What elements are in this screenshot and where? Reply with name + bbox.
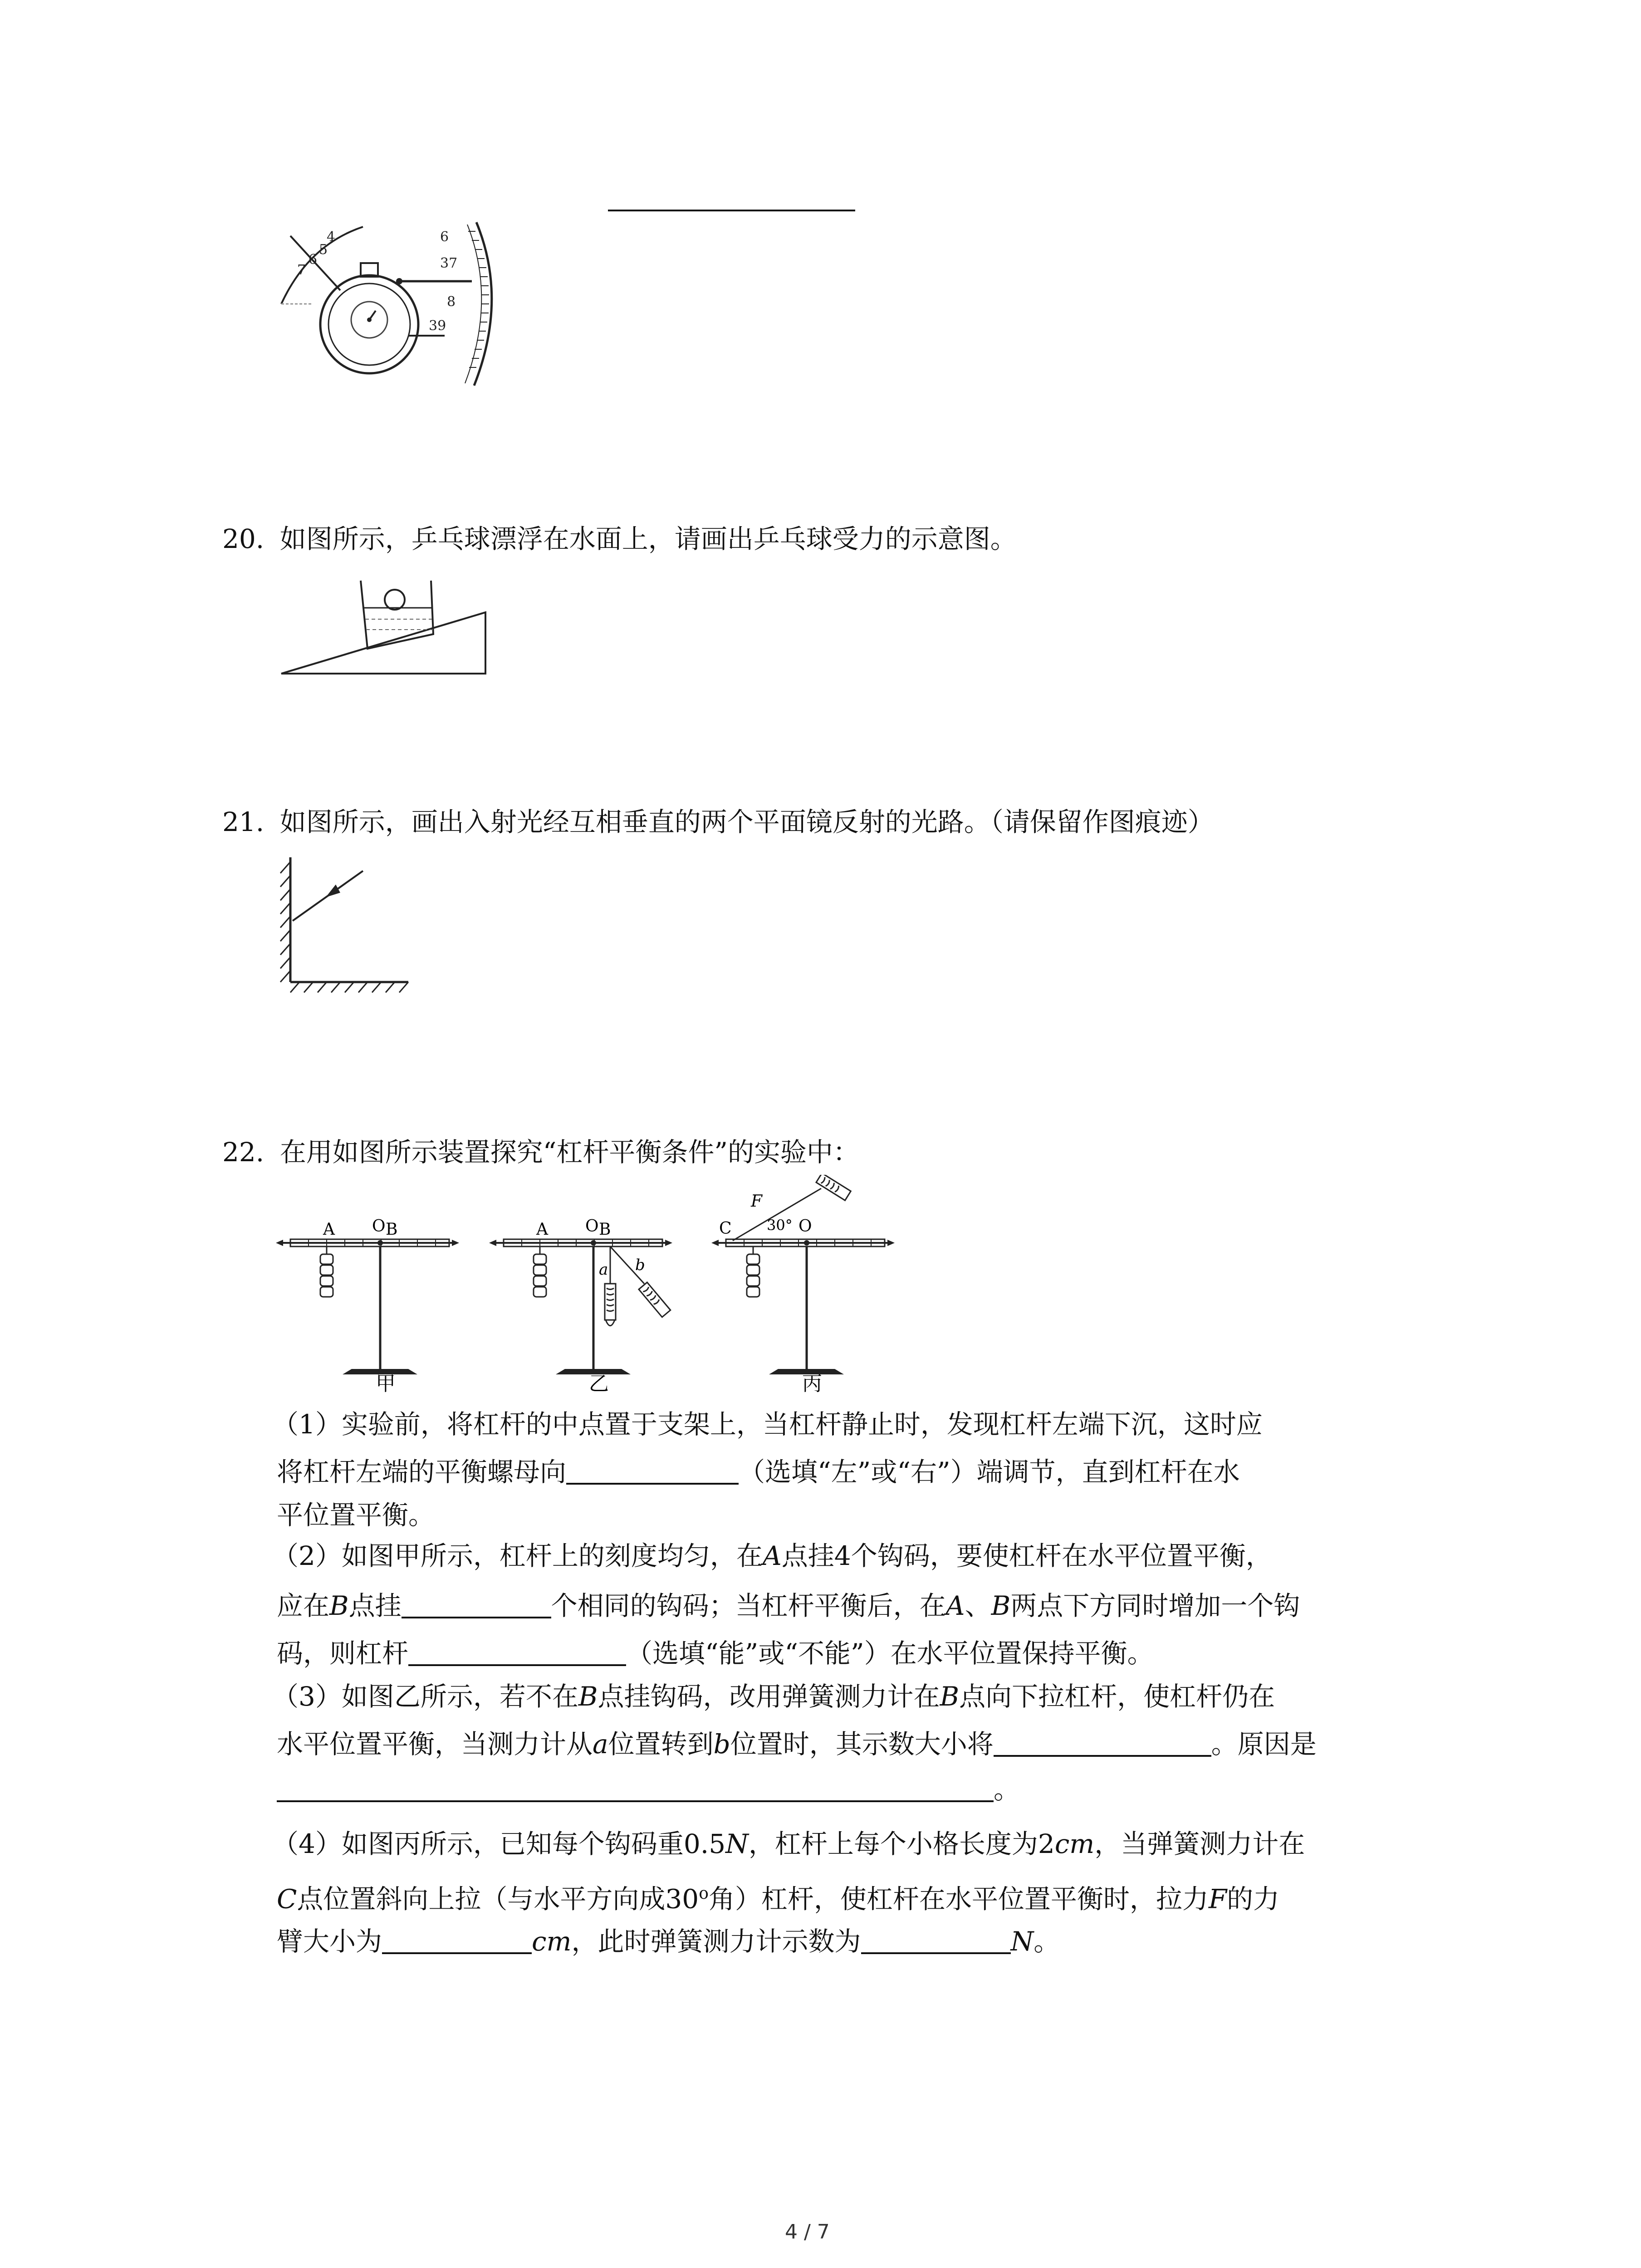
page-number: 4 / 7 [785,2220,830,2244]
lever-figure-yi [489,1217,672,1393]
question-22-number: 22. [222,1137,265,1168]
question-21 [222,804,1214,840]
label-A-jia: A [323,1220,335,1239]
left-scale-6: 6 [309,252,318,268]
label-A-yi: A [536,1220,548,1239]
caption-bing: 丙 [802,1372,822,1393]
plane-mirrors-figure [272,853,417,998]
blank-p4-arm[interactable] [382,1925,532,1954]
question-22 [222,1134,859,1170]
label-B-jia: B [386,1220,398,1239]
ping-pong-figure [272,572,490,676]
label-angle-bing: 30° [767,1217,793,1234]
q22-part2-line2: 应在B点挂 个相同的钩码；当杠杆平衡后，在A、B两点下方同时增加一个钩 [277,1590,1300,1621]
q22-part4-line1: （4）如图丙所示，已知每个钩码重0.5N，杠杆上每个小格长度为2cm，当弹簧测力计在 [272,1828,1305,1859]
stopwatch-figure [272,213,508,390]
blank-p1-direction[interactable] [566,1456,739,1485]
q22-part4-line3: 臂大小为 cm，此时弹簧测力计示数为 N。 [277,1926,1060,1957]
q22-part1-line2: 将杠杆左端的平衡螺母向 （选填“左”或“右”）端调节，直到杠杆在水 [277,1457,1240,1487]
label-C-bing: C [719,1219,732,1238]
right-scale-6: 6 [440,229,449,245]
label-b-yi: b [635,1256,645,1274]
label-O-bing: O [798,1217,812,1236]
question-20-number: 20. [222,523,265,554]
q22-part1-line3: 平位置平衡。 [277,1500,435,1530]
right-scale-39: 39 [429,318,446,334]
question-20-text: 如图所示，乒乓球漂浮在水面上，请画出乒乓球受力的示意图。 [279,523,1017,554]
label-O-jia: O [372,1217,386,1236]
lever-figure-bing [711,1175,895,1393]
left-scale-4: 4 [327,229,336,245]
q22-part3-line1: （3）如图乙所示，若不在B点挂钩码，改用弹簧测力计在B点向下拉杠杆，使杠杆仍在 [272,1681,1275,1712]
q22-part1-line1: （1）实验前，将杠杆的中点置于支架上，当杠杆静止时，发现杠杆左端下沉，这时应 [272,1409,1263,1440]
q22-part2-line1: （2）如图甲所示，杠杆上的刻度均匀，在A点挂4个钩码，要使杠杆在水平位置平衡， [272,1540,1272,1571]
question-21-text: 如图所示，画出入射光经互相垂直的两个平面镜反射的光路。（请保留作图痕迹） [279,807,1214,837]
label-a-yi: a [599,1261,608,1279]
blank-p3-change[interactable] [994,1728,1211,1757]
label-F-bing: F [751,1192,762,1211]
lever-figures [272,1175,907,1393]
caption-jia: 甲 [376,1372,396,1393]
blank-p2-balance[interactable] [408,1637,626,1666]
q22-part2-line3: 码，则杠杆 （选填“能”或“不能”）在水平位置保持平衡。 [277,1638,1154,1669]
blank-p3-reason[interactable] [277,1773,994,1802]
answer-blank-q19[interactable] [608,210,855,211]
label-O-yi: O [585,1217,599,1236]
q22-part3-line3: 。 [277,1771,1020,1808]
right-scale-37: 37 [440,255,458,271]
question-20 [222,521,1017,557]
q22-part3-line2: 水平位置平衡，当测力计从a位置转到b位置时，其示数大小将 。原因是 [277,1729,1317,1760]
question-22-text: 在用如图所示装置探究“杠杆平衡条件”的实验中： [279,1137,859,1168]
right-scale-8: 8 [447,294,456,310]
caption-yi: 乙 [589,1372,609,1393]
label-B-yi: B [599,1220,611,1239]
question-21-number: 21. [222,807,265,837]
left-scale-5: 5 [319,242,328,258]
blank-p4-reading[interactable] [861,1925,1011,1954]
left-scale-7: 7 [297,262,306,278]
q22-part4-line2: C点位置斜向上拉（与水平方向成30$^o$角）杠杆，使杠杆在水平位置平衡时，拉力F的力 [277,1883,1280,1915]
lever-figure-jia [276,1217,459,1393]
blank-p2-count[interactable] [402,1589,551,1618]
